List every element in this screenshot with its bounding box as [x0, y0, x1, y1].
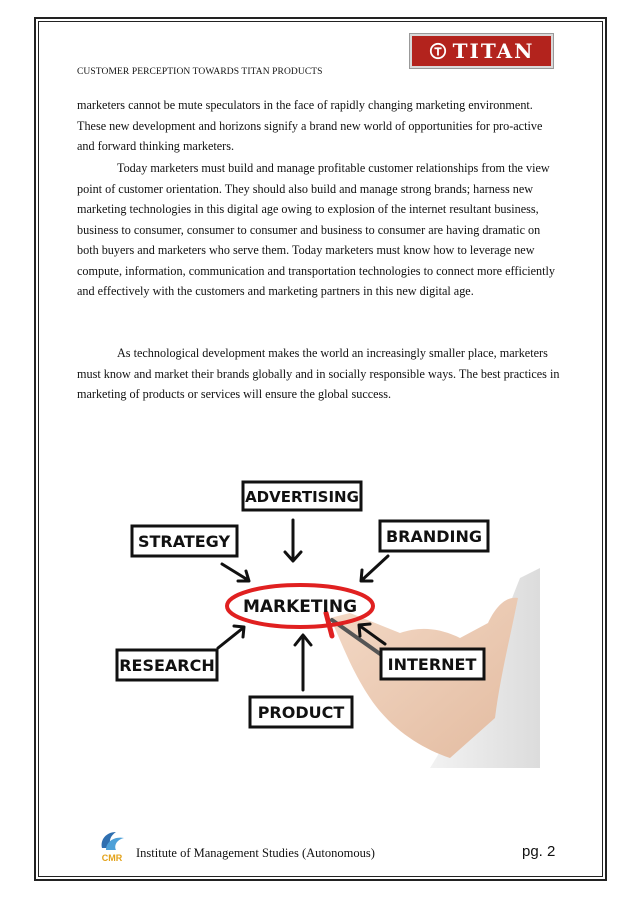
node-research: [117, 650, 217, 680]
titan-logo-text: TITAN: [452, 39, 535, 63]
label-strategy: STRATEGY: [137, 532, 231, 551]
cmr-logo-text: CMR: [101, 853, 123, 863]
label-advertising: ADVERTISING: [245, 488, 359, 506]
node-internet: [381, 649, 484, 679]
arrow-branding: [361, 556, 388, 581]
paragraph-1: marketers cannot be mute speculators in the face of rapidly changing marketing environment. These new development and horizons signify a brand new world of opportunities for pro-active and forward thinking marketers.: [77, 98, 543, 153]
titan-emblem-icon: [429, 42, 447, 60]
marketing-diagram: [100, 468, 540, 768]
arrow-strategy: [222, 564, 249, 581]
arrow-research: [218, 626, 244, 648]
node-product: [250, 697, 352, 727]
node-advertising: [243, 482, 361, 510]
header-title: CUSTOMER PERCEPTION TOWARDS TITAN PRODUCTS: [77, 67, 323, 77]
node-strategy: [132, 526, 237, 556]
cmr-logo: [92, 826, 132, 866]
label-research: RESEARCH: [119, 656, 215, 675]
label-marketing: MARKETING: [242, 597, 358, 617]
page-number: pg. 2: [522, 843, 556, 860]
titan-logo: [410, 34, 553, 68]
paragraph-2: Today marketers must build and manage profitable customer relationships from the view point of customer orientation. They should also build and manage strong brands; harness new marketing technologies in this digital age owing to explosion of the internet resultant business, business to consumer, consumer to consumer and business to consumer are having dramatic on both buyers and marketers who serve them. Today marketers must know how to leverage new compute, information, communication and transportation technologies to connect more efficiently and effectively with the customers and marketing partners in this new digital age.: [77, 161, 555, 298]
label-branding: BRANDING: [385, 527, 483, 546]
paragraph-3: As technological development makes the world an increasingly smaller place, marketers must know and market their brands globally and in socially responsible ways. The best practices in marketing of products or services will ensure the global success.: [77, 346, 560, 401]
arrow-product: [295, 635, 311, 690]
label-internet: INTERNET: [387, 655, 477, 674]
node-marketing: [227, 585, 373, 627]
footer-institute: Institute of Management Studies (Autonomous): [136, 846, 375, 860]
label-product: PRODUCT: [257, 703, 345, 722]
arrow-advertising: [285, 520, 301, 561]
node-branding: [380, 521, 488, 551]
